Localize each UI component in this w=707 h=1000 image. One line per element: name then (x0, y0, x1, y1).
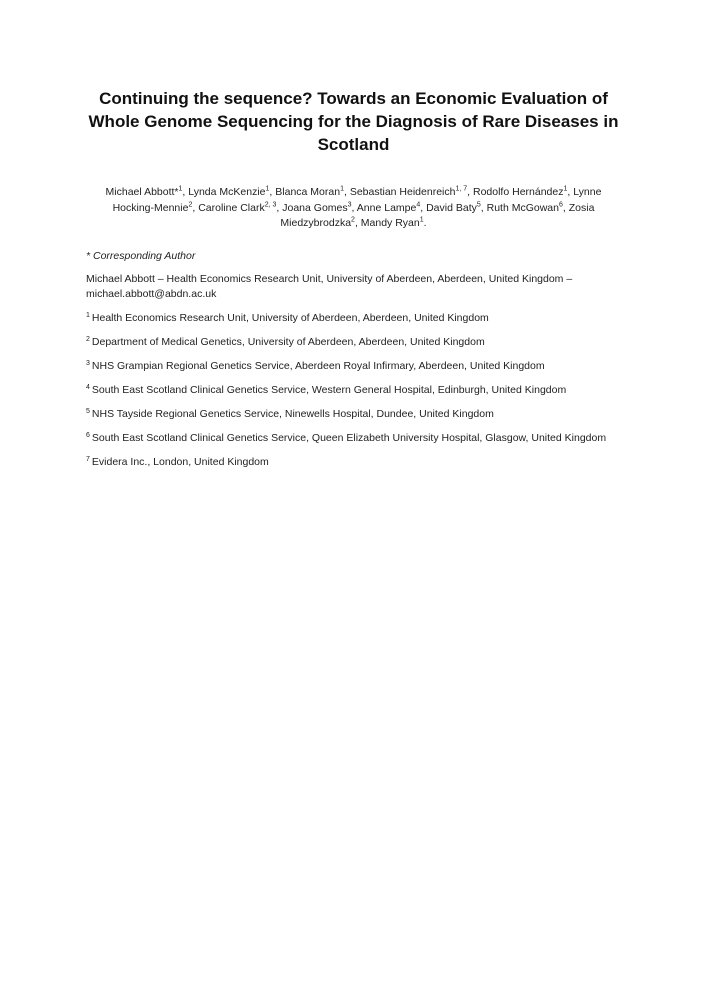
affiliation: $^2$ Department of Medical Genetics, University of Aberdeen, Aberdeen, United Kingdom (86, 335, 485, 348)
author: Joana Gomes$^3$, (282, 201, 357, 214)
author: Michael Abbott*$^1$, (105, 185, 189, 198)
title-line-2: Whole Genome Sequencing for the Diagnosis of Rare Diseases in (88, 112, 619, 131)
affiliation: $^7$ Evidera Inc., London, United Kingdom (86, 455, 269, 468)
author: David Baty$^5$, (426, 201, 487, 214)
paper-title (80, 87, 627, 156)
author: Lynne Hocking-Mennie$^2$, (112, 186, 602, 214)
affiliation: $^6$ South East Scotland Clinical Genetics Service, Queen Elizabeth University Hospital, Glasgow, United Kingdom (86, 431, 607, 444)
affiliation: $^3$ NHS Grampian Regional Genetics Service, Aberdeen Royal Infirmary, Aberdeen, United Kingdom (86, 359, 545, 372)
author: Mandy Ryan$^1$. (360, 216, 427, 229)
author: Anne Lampe$^4$, (356, 201, 427, 214)
title-line-3: Scotland (317, 135, 390, 154)
author: Rodolfo Hernández$^1$, (473, 185, 574, 198)
author: Sebastian Heidenreich$^{1, 7}$, (349, 185, 473, 198)
author: Lynda McKenzie$^1$, (188, 185, 276, 198)
author: Blanca Moran$^1$, (275, 185, 350, 198)
author-list (86, 185, 621, 232)
corresponding-author-details: Michael Abbott – Health Economics Research Unit, University of Aberdeen, Aberdeen, United Kingdom – michael.abbott@abdn.ac.uk (86, 273, 573, 300)
affiliation: $^1$ Health Economics Research Unit, University of Aberdeen, Aberdeen, United Kingdom (86, 311, 489, 324)
affiliation: $^4$ South East Scotland Clinical Genetics Service, Western General Hospital, Edinburgh, United Kingdom (86, 383, 567, 396)
affiliation: $^5$ NHS Tayside Regional Genetics Service, Ninewells Hospital, Dundee, United Kingdom (86, 407, 494, 420)
author: Caroline Clark$^{2, 3}$, (198, 201, 283, 214)
author: Zosia Miedzybrodzka$^2$, (280, 201, 595, 229)
corresponding-author-label: * Corresponding Author (86, 250, 196, 262)
title-line-1: Continuing the sequence? Towards an Economic Evaluation of (99, 89, 608, 108)
author: Ruth McGowan$^6$, (486, 201, 569, 214)
